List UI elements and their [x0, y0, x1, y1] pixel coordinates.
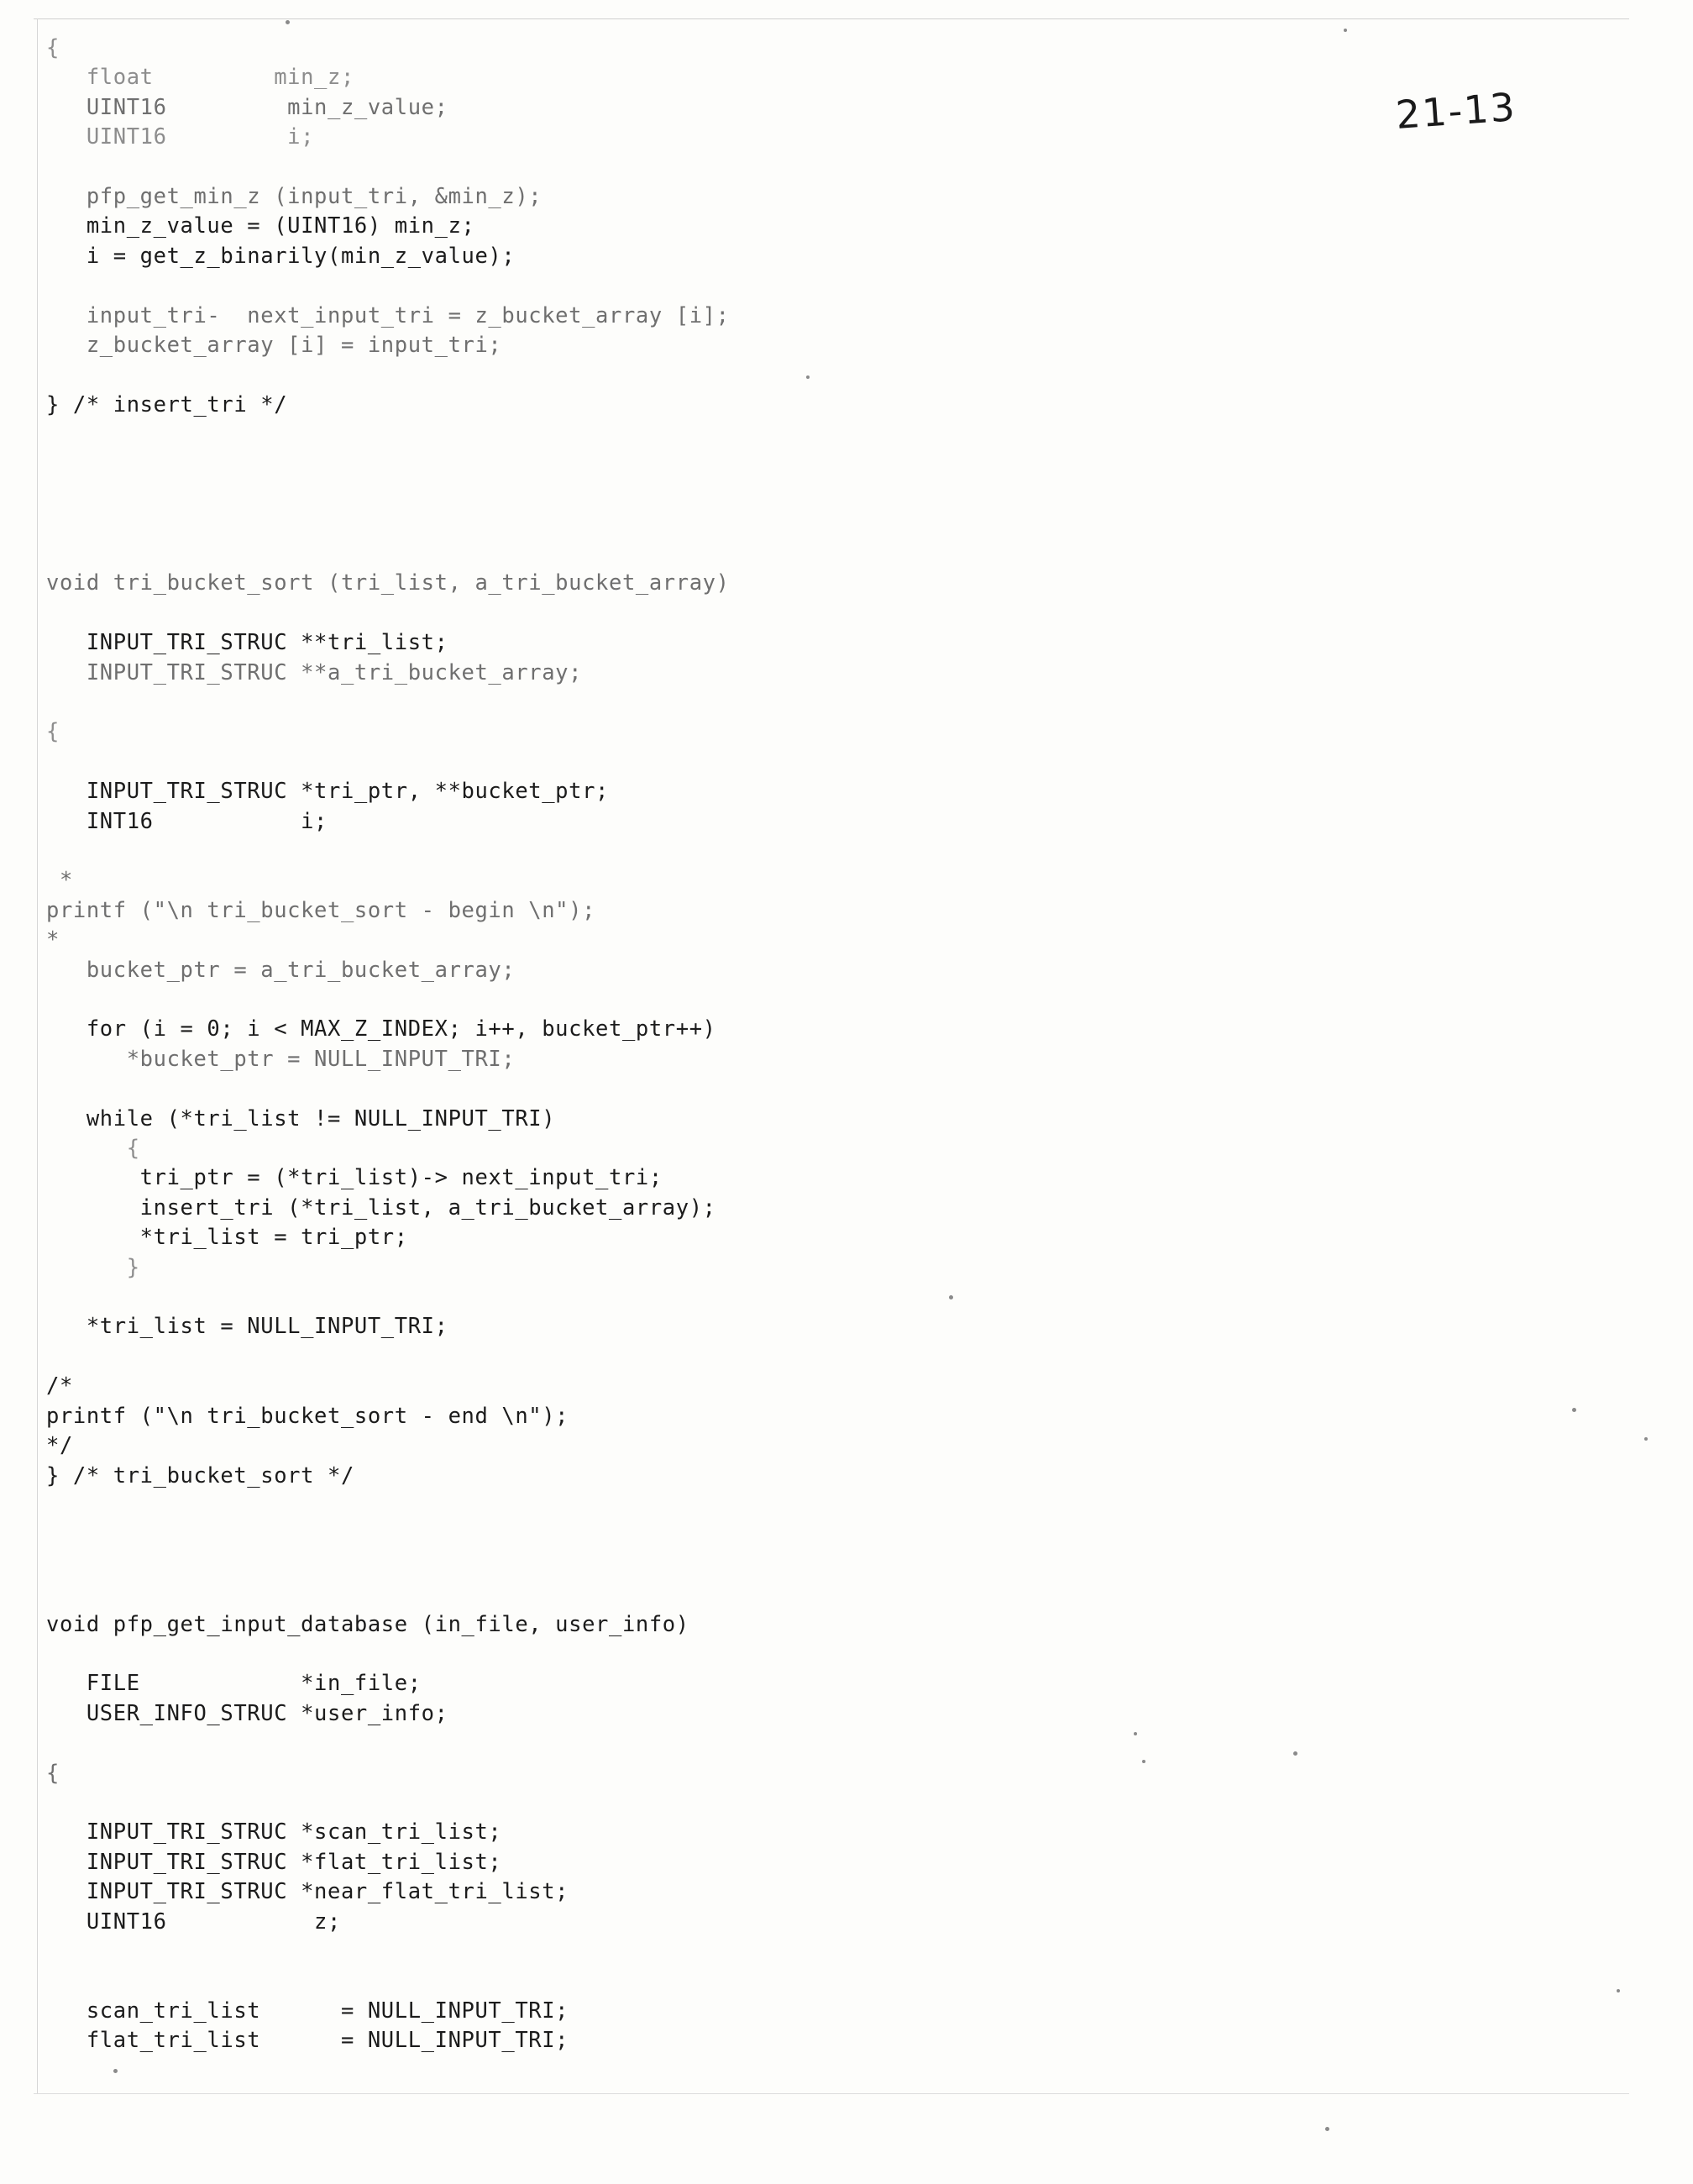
code-line	[46, 1491, 1474, 1520]
code-line: while (*tri_list != NULL_INPUT_TRI)	[46, 1105, 556, 1131]
code-line	[46, 1520, 1474, 1550]
code-line: */	[46, 1433, 73, 1459]
code-line: float min_z;	[46, 65, 354, 91]
scan-edge-bottom	[34, 2093, 1629, 2094]
code-line: } /* tri_bucket_sort */	[46, 1462, 354, 1488]
code-line	[46, 1580, 1474, 1609]
code-line	[46, 510, 1474, 539]
scan-edge-top	[34, 18, 1629, 19]
code-line: *	[46, 927, 60, 953]
code-line: INPUT_TRI_STRUC **tri_list;	[46, 630, 448, 656]
code-line	[46, 271, 1474, 301]
code-line	[46, 1788, 1474, 1818]
code-line: printf ("\n tri_bucket_sort - end \n");	[46, 1403, 569, 1429]
scan-speck	[1617, 1989, 1620, 1992]
scan-speck	[1644, 1437, 1648, 1441]
code-line: UINT16 i;	[46, 124, 315, 150]
code-line: {	[46, 719, 60, 745]
code-line	[46, 1342, 1474, 1372]
code-line	[46, 450, 1474, 480]
scan-speck	[1325, 2127, 1329, 2131]
code-line	[46, 688, 1474, 717]
code-line: {	[46, 35, 60, 60]
code-line	[46, 1937, 1474, 1966]
code-line	[46, 837, 1474, 866]
scan-speck	[1293, 1751, 1297, 1756]
code-line	[46, 748, 1474, 777]
code-line: FILE *in_file;	[46, 1671, 422, 1697]
code-line	[46, 1074, 1474, 1104]
code-line: {	[46, 1760, 60, 1786]
code-line: /*	[46, 1373, 73, 1399]
scan-speck	[286, 20, 290, 24]
code-line: INPUT_TRI_STRUC *tri_ptr, **bucket_ptr;	[46, 779, 609, 805]
code-line	[46, 1729, 1474, 1758]
code-line: tri_ptr = (*tri_list)-> next_input_tri;	[46, 1165, 663, 1191]
code-line: scan_tri_list = NULL_INPUT_TRI;	[46, 1998, 569, 2024]
code-line: min_z_value = (UINT16) min_z;	[46, 213, 475, 239]
code-line	[46, 1551, 1474, 1580]
code-line: z_bucket_array [i] = input_tri;	[46, 333, 502, 359]
code-line: INPUT_TRI_STRUC *near_flat_tri_list;	[46, 1879, 569, 1905]
code-line	[46, 420, 1474, 449]
code-line: *tri_list = NULL_INPUT_TRI;	[46, 1314, 448, 1340]
code-line: pfp_get_min_z (input_tri, &min_z);	[46, 184, 542, 210]
code-line: bucket_ptr = a_tri_bucket_array;	[46, 957, 516, 983]
code-line: {	[46, 1136, 140, 1162]
code-line: INT16 i;	[46, 808, 328, 834]
code-line	[46, 1966, 1474, 1996]
page-number: 21-13	[1394, 84, 1518, 138]
code-line: void pfp_get_input_database (in_file, user_info)	[46, 1611, 689, 1637]
scan-speck	[1344, 29, 1347, 32]
code-line: void tri_bucket_sort (tri_list, a_tri_bucket_array)	[46, 570, 730, 596]
code-line: INPUT_TRI_STRUC **a_tri_bucket_array;	[46, 659, 583, 685]
code-line: *bucket_ptr = NULL_INPUT_TRI;	[46, 1046, 516, 1072]
code-line: *tri_list = tri_ptr;	[46, 1225, 408, 1251]
code-line: flat_tri_list = NULL_INPUT_TRI;	[46, 2028, 569, 2054]
code-line: UINT16 min_z_value;	[46, 94, 448, 120]
code-line: for (i = 0; i < MAX_Z_INDEX; i++, bucket_ptr++)	[46, 1016, 716, 1042]
code-line	[46, 1283, 1474, 1312]
code-line: UINT16 z;	[46, 1908, 341, 1935]
code-line: i = get_z_binarily(min_z_value);	[46, 243, 516, 269]
code-line	[46, 480, 1474, 509]
code-line	[46, 599, 1474, 628]
code-line: } /* insert_tri */	[46, 391, 288, 417]
scan-edge-left	[37, 18, 38, 2093]
code-listing	[46, 34, 1474, 2056]
code-line	[46, 360, 1474, 390]
code-line: insert_tri (*tri_list, a_tri_bucket_array);	[46, 1194, 716, 1221]
code-line: *	[46, 868, 73, 894]
scan-speck	[113, 2069, 118, 2073]
code-line	[46, 1640, 1474, 1669]
scan-speck	[1572, 1408, 1576, 1412]
scan-speck	[1134, 1732, 1137, 1735]
code-line	[46, 153, 1474, 182]
code-line: printf ("\n tri_bucket_sort - begin \n");	[46, 897, 596, 923]
code-line: INPUT_TRI_STRUC *flat_tri_list;	[46, 1849, 502, 1875]
scan-speck	[806, 375, 810, 379]
code-line: input_tri- next_input_tri = z_bucket_array [i];	[46, 302, 730, 328]
scan-speck	[1142, 1760, 1145, 1763]
code-line	[46, 985, 1474, 1015]
code-line: INPUT_TRI_STRUC *scan_tri_list;	[46, 1819, 502, 1845]
code-line	[46, 539, 1474, 569]
scan-speck	[949, 1295, 953, 1299]
code-line: }	[46, 1254, 140, 1280]
code-line: USER_INFO_STRUC *user_info;	[46, 1700, 448, 1726]
